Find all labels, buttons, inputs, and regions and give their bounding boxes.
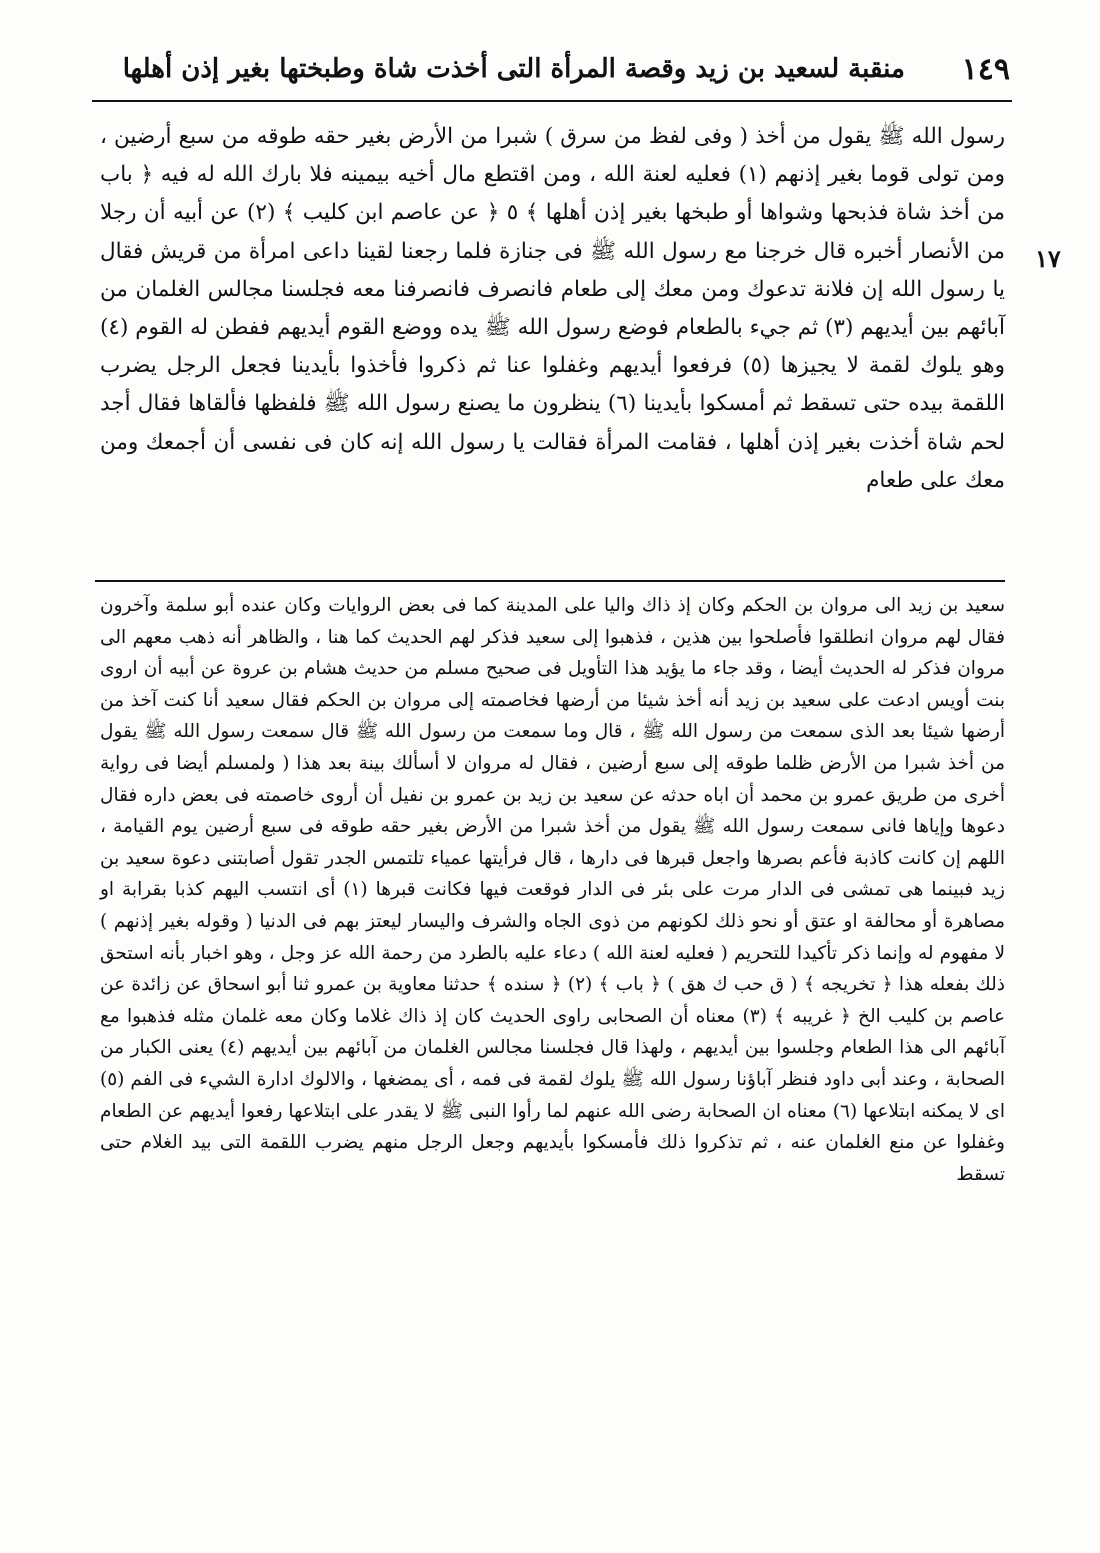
footnote-divider	[95, 580, 1005, 582]
header-divider	[92, 100, 1012, 102]
page-header	[90, 40, 1010, 98]
main-text	[100, 118, 1005, 500]
margin-number: ١٧	[1035, 244, 1061, 273]
page-title: منقبة لسعيد بن زيد وقصة المرأة التى أخذت شاة وطبختها بغير إذن أهلها	[122, 54, 905, 84]
page-number: ١٤٩	[961, 51, 1010, 87]
commentary-paragraph: سعيد بن زيد الى مروان بن الحكم وكان إذ ذاك واليا على المدينة كما فى بعض الروايات وكان عنده أبو سلمة وآخرون فقال لهم مروان انطلقوا فأصلحوا بين هذين ، فذهبوا إلى سعيد فذكر لهم الحديث كما هنا ، والظاهر أنه ذهب معهم الى مروان فذكر له الحديث أيضا ، وقد جاء ما يؤيد هذا التأويل فى صحيح مسلم من حديث هشام بن عروة عن أبيه أن اروى بنت أويس ادعت على سعيد بن زيد أنه أخذ شيئا من أرضها فخاصمته إلى مروان بن الحكم فقال سعيد أنا كنت آخذ من أرضها شيئا بعد الذى سمعت من رسول الله ﷺ ، قال وما سمعت من رسول الله ﷺ قال سمعت رسول الله ﷺ يقول من أخذ شبرا من الأرض ظلما طوقه إلى سبع أرضين ، فقال له مروان لا أسألك بينة بعد هذا ( ولمسلم أيضا فى رواية أخرى من طريق عمرو بن محمد أن اباه حدثه عن سعيد بن زيد بن عمرو بن نفيل أن أروى خاصمته فى بعض داره فقال دعوها وإياها فانى سمعت رسول الله ﷺ يقول من أخذ شبرا من الأرض بغير حقه طوقه فى سبع أرضين يوم القيامة ، اللهم إن كانت كاذبة فأعم بصرها واجعل قبرها فى دارها ، قال فرأيتها عمياء تلتمس الجدر تقول أصابتنى دعوة سعيد بن زيد فبينما هى تمشى فى الدار مرت على بئر فى الدار فوقعت فيها فكانت قبرها (١) أى انتسب اليهم كذبا بقرابة او مصاهرة أو محالفة او عتق أو نحو ذلك لكونهم من ذوى الجاه والشرف واليسار ليعتز بهم فى الدنيا ( وقوله بغير إذنهم ) لا مفهوم له وإنما ذكر تأكيدا للتحريم ( فعليه لعنة الله ) دعاء عليه بالطرد من رحمة الله عز وجل ، وهو اخبار بأنه استحق ذلك بفعله هذا ﴿ تخريجه ﴾ ( ق حب ك هق ) ﴿ باب ﴾ (٢) ﴿ سنده ﴾ حدثنا معاوية بن عمرو ثنا أبو اسحاق عن زائدة عن عاصم بن كليب الخ ﴿ غريبه ﴾ (٣) معناه أن الصحابى راوى الحديث كان إذ ذاك غلاما وكان معه غلمان مثله فذهبوا مع آبائهم الى هذا الطعام وجلسوا بين أيديهم ، ولهذا قال فجلسنا مجالس الغلمان من آبائهم بين أيديهم (٤) يعنى الكبار من الصحابة ، وعند أبى داود فنظر آباؤنا رسول الله ﷺ يلوك لقمة فى فمه ، أى يمضغها ، والالوك ادارة الشيء فى الفم (٥) اى لا يمكنه ابتلاعها (٦) معناه ان الصحابة رضى الله عنهم لما رأوا النبى ﷺ لا يقدر على ابتلاعها رفعوا أيديهم عن الطعام وغفلوا عن منع الغلمان عنه ، ثم تذكروا ذلك فأمسكوا بأيديهم وجعل الرجل منهم يضرب اللقمة التى بيد الغلام حتى تسقط	[100, 595, 1005, 1185]
main-paragraph: رسول الله ﷺ يقول من أخذ ( وفى لفظ من سرق ) شبرا من الأرض بغير حقه طوقه من سبع أرضين ، ومن تولى قوما بغير إذنهم (١) فعليه لعنة الله ، ومن اقتطع مال أخيه بيمينه فلا بارك الله له فيه ﴿ باب من أخذ شاة فذبحها وشواها أو طبخها بغير إذن أهلها ﴾ ٥ ﴿ عن عاصم ابن كليب ﴾ (٢) عن أبيه أن رجلا من الأنصار أخبره قال خرجنا مع رسول الله ﷺ فى جنازة فلما رجعنا لقينا داعى امرأة من قريش فقال يا رسول الله إن فلانة تدعوك ومن معك إلى طعام فانصرف فانصرفنا معه فجلسنا مجالس الغلمان من آبائهم بين أيديهم (٣) ثم جيء بالطعام فوضع رسول الله ﷺ يده ووضع القوم أيديهم ففطن له القوم (٤) وهو يلوك لقمة لا يجيزها (٥) فرفعوا أيديهم وغفلوا عنا ثم ذكروا فأخذوا بأيدينا فجعل الرجل يضرب اللقمة بيده حتى تسقط ثم أمسكوا بأيدينا (٦) ينظرون ما يصنع رسول الله ﷺ فلفظها فألقاها فقال أجد لحم شاة أخذت بغير إذن أهلها ، فقامت المرأة فقالت يا رسول الله إنه كان فى نفسى أن أجمعك ومن معك على طعام	[100, 124, 1006, 493]
commentary	[100, 590, 1005, 1190]
